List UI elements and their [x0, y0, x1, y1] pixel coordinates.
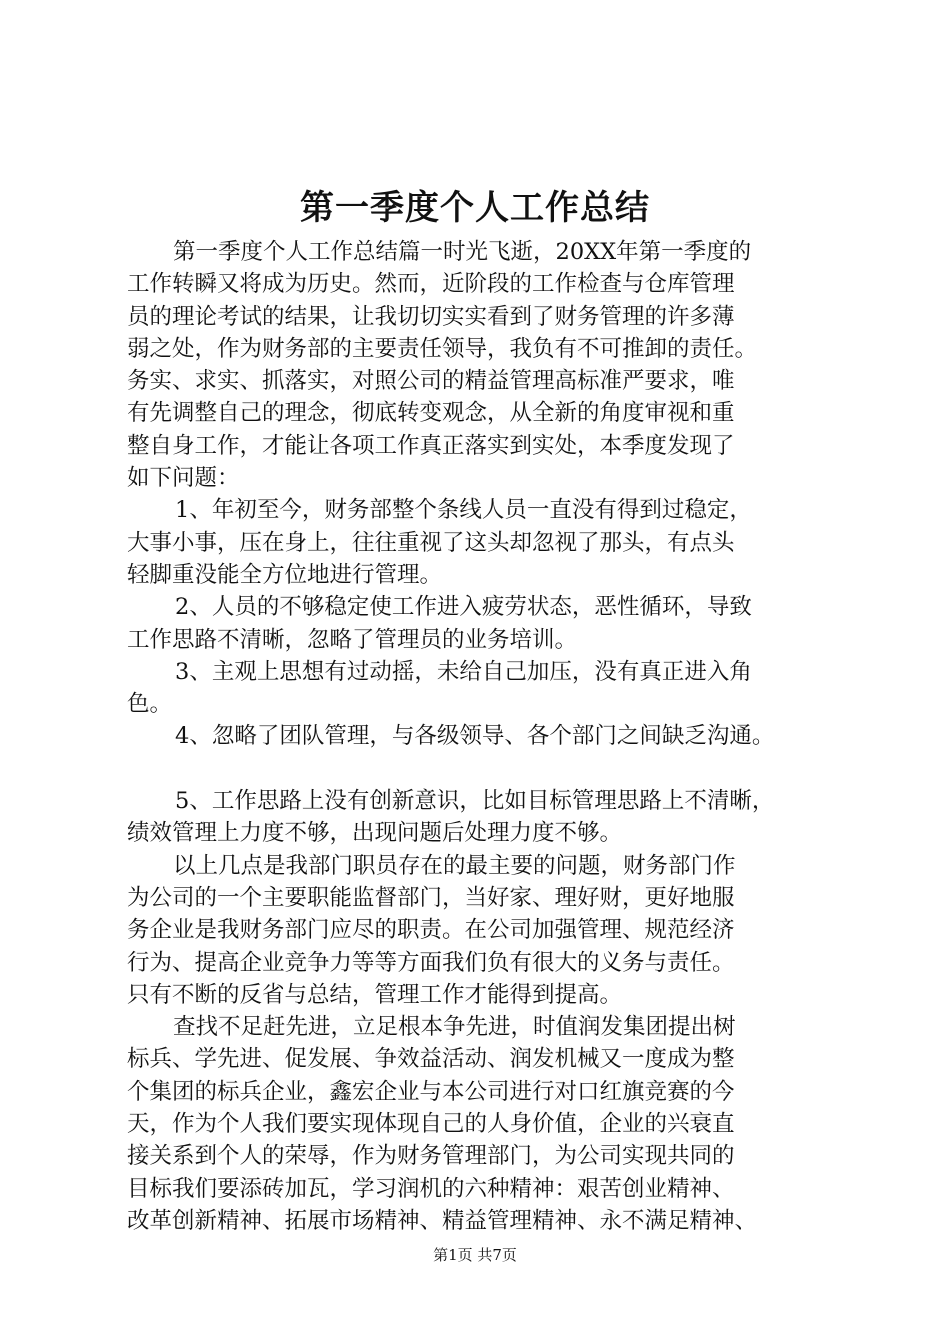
text-line: 弱之处，作为财务部的主要责任领导，我负有不可推卸的责任。: [127, 335, 758, 362]
text-line: 有先调整自己的理念，彻底转变观念，从全新的角度审视和重: [127, 400, 735, 427]
text-line: 务实、求实、抓落实，对照公司的精益管理高标准严要求，唯: [127, 368, 735, 395]
text-line: 行为、提高企业竞争力等等方面我们负有很大的义务与责任。: [127, 949, 735, 976]
text-line: 查找不足赶先进，立足根本争先进，时值润发集团提出树: [173, 1014, 736, 1041]
text-line: 工作转瞬又将成为历史。然而，近阶段的工作检查与仓库管理: [127, 271, 735, 298]
list-item-3: 3、主观上思想有过动摇，未给自己加压，没有真正进入角: [175, 658, 752, 685]
text-line: 接关系到个人的荣辱，作为财务管理部门，为公司实现共同的: [127, 1143, 735, 1170]
text-line: 目标我们要添砖加瓦，学习润机的六种精神：艰苦创业精神、: [127, 1175, 735, 1202]
text-line: 务企业是我财务部门应尽的职责。在公司加强管理、规范经济: [127, 917, 735, 944]
text-line: 轻脚重没能全方位地进行管理。: [127, 561, 443, 588]
text-line: 为公司的一个主要职能监督部门，当好家、理好财，更好地服: [127, 884, 735, 911]
text-line: 第一季度个人工作总结篇一时光飞逝，20XX年第一季度的: [173, 239, 752, 265]
list-item-5: 5、工作思路上没有创新意识，比如目标管理思路上不清晰，: [175, 788, 775, 815]
text-line: 员的理论考试的结果，让我切切实实看到了财务管理的许多薄: [127, 303, 735, 330]
text-line: 只有不断的反省与总结，管理工作才能得到提高。: [127, 981, 623, 1008]
text-line: 标兵、学先进、促发展、争效益活动、润发机械又一度成为整: [127, 1046, 735, 1073]
blank-line: [127, 753, 847, 785]
text-line: 绩效管理上力度不够，出现问题后处理力度不够。: [127, 820, 623, 847]
text-line: 整自身工作，才能让各项工作真正落实到实处，本季度发现了: [127, 432, 735, 459]
document-title: 第一季度个人工作总结: [300, 188, 650, 228]
list-item-1: 1、年初至今，财务部整个条线人员一直没有得到过稳定，: [175, 497, 752, 524]
text-line: 工作思路不清晰，忽略了管理员的业务培训。: [127, 626, 578, 653]
text-line: 大事小事，压在身上，往往重视了这头却忽视了那头，有点头: [127, 529, 735, 556]
list-item-4: 4、忽略了团队管理，与各级领导、各个部门之间缺乏沟通。: [175, 723, 775, 750]
text-line: 以上几点是我部门职员存在的最主要的问题，财务部门作: [173, 852, 736, 879]
text-line: 如下问题：: [127, 465, 240, 492]
text-line: 改革创新精神、拓展市场精神、精益管理精神、永不满足精神、: [127, 1207, 758, 1234]
text-line: 个集团的标兵企业，鑫宏企业与本公司进行对口红旗竞赛的今: [127, 1078, 735, 1105]
text-line: 天，作为个人我们要实现体现自己的人身价值，企业的兴衰直: [127, 1111, 735, 1138]
text-line: 色。: [127, 691, 173, 718]
list-item-2: 2、人员的不够稳定使工作进入疲劳状态，恶性循环，导致: [175, 594, 752, 621]
page-footer: 第1页 共7页: [433, 1246, 517, 1264]
document-body: [127, 236, 847, 1237]
